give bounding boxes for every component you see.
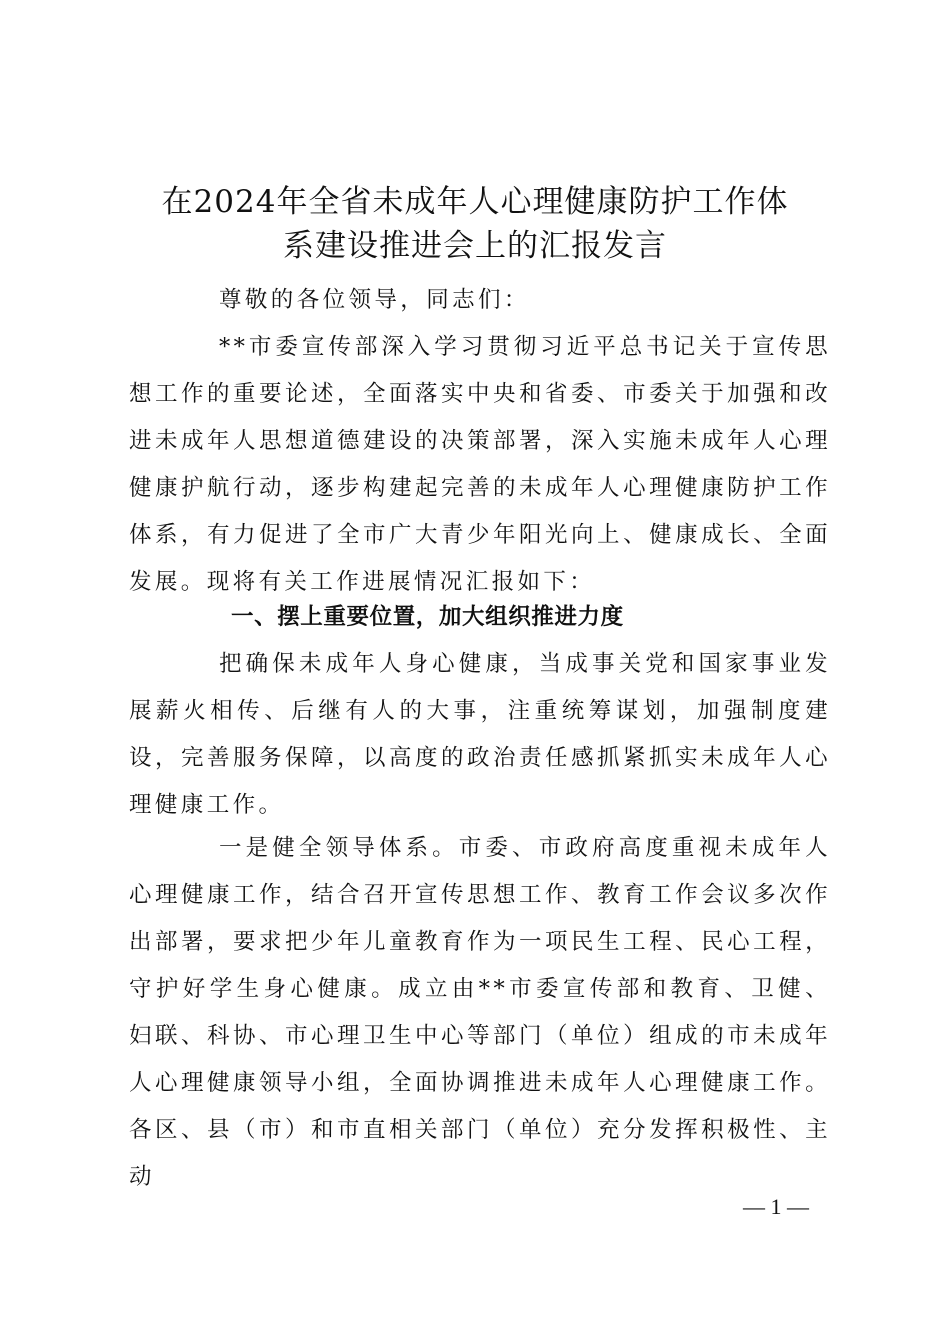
section-1-paragraph: 把确保未成年人身心健康，当成事关党和国家事业发展薪火相传、后继有人的大事，注重统筹谋划，加强制度建设，完善服务保障，以高度的政治责任感抓紧抓实未成年人心理健康工作。 [129,651,831,818]
section-heading-1: 一、摆上重要位置，加大组织推进力度 [231,604,624,630]
page-number: — 1 — [743,1194,809,1219]
intro-paragraph: **市委宣传部深入学习贯彻习近平总书记关于宣传思想工作的重要论述，全面落实中央和省委、市委关于加强和改进未成年人思想道德建设的决策部署，深入实施未成年人心理健康护航行动，逐步构建起完善的未成年人心理健康防护工作体系，有力促进了全市广大青少年阳光向上、健康成长、全面发展。现将有关工作进展情况汇报如下： [129,334,831,595]
greeting: 尊敬的各位领导，同志们： [219,287,530,313]
document-title-line-1: 在2024年全省未成年人心理健康防护工作体 [161,184,789,220]
leadership-system-paragraph: 一是健全领导体系。市委、市政府高度重视未成年人心理健康工作，结合召开宣传思想工作、教育工作会议多次作出部署，要求把少年儿童教育作为一项民生工程、民心工程，守护好学生身心健康。成立由**市委宣传部和教育、卫健、妇联、科协、市心理卫生中心等部门（单位）组成的市未成年人心理健康领导小组，全面协调推进未成年人心理健康工作。各区、县（市）和市直相关部门（单位）充分发挥积极性、主动 [129,835,831,1190]
document-title-line-2: 系建设推进会上的汇报发言 [283,228,667,264]
